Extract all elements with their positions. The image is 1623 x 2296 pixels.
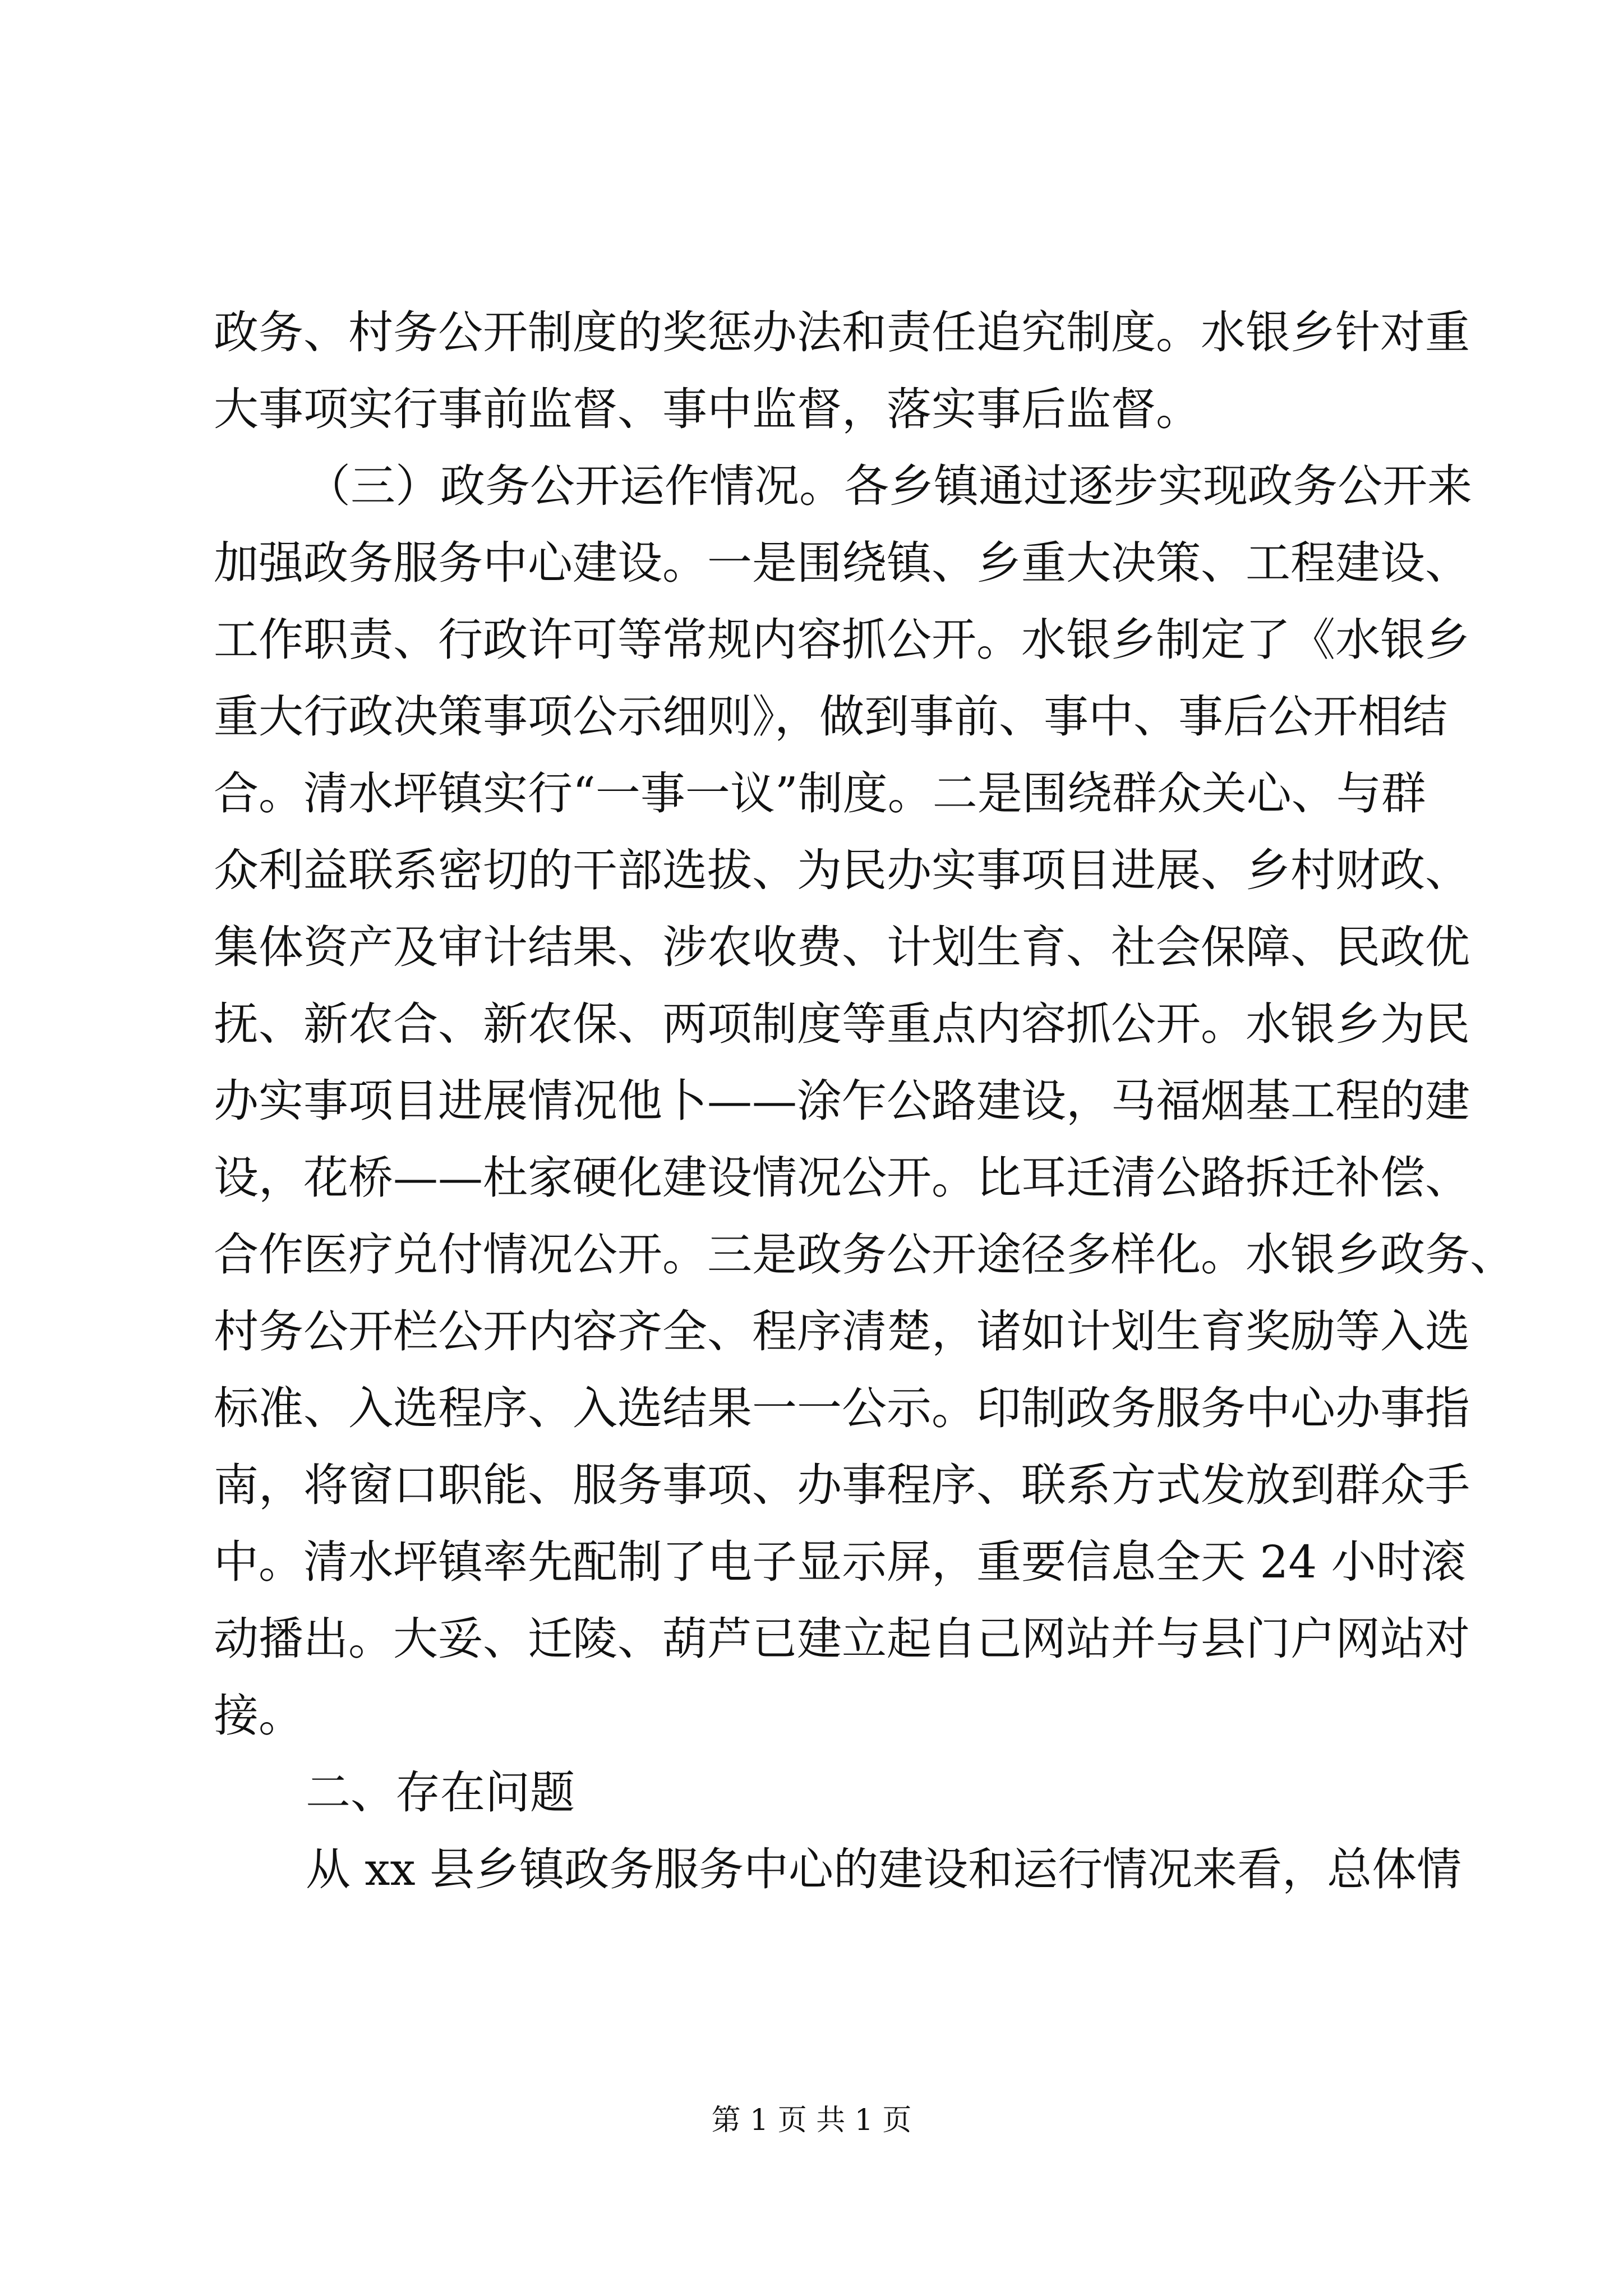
- text-line: 从 xx 县乡镇政务服务中心的建设和运行情况来看，总体情: [306, 1843, 1462, 1895]
- text-line: 加强政务服务中心建设。一是围绕镇、乡重大决策、工程建设、: [214, 537, 1470, 589]
- page-footer: 第 1 页 共 1 页: [711, 2104, 912, 2137]
- section-heading-line: 二、存在问题: [306, 1766, 575, 1819]
- text-line: 合。清水坪镇实行“一事一议”制度。二是围绕群众关心、与群: [214, 767, 1426, 820]
- text-line: 中。清水坪镇率先配制了电子显示屏，重要信息全天 24 小时滚: [214, 1536, 1466, 1588]
- text-line: 接。: [214, 1690, 303, 1742]
- text-line: 标准、入选程序、入选结果一一公示。印制政务服务中心办事指: [214, 1382, 1470, 1434]
- text-line: 村务公开栏公开内容齐全、程序清楚，诸如计划生育奖励等入选: [214, 1305, 1470, 1358]
- text-line: 大事项实行事前监督、事中监督，落实事后监督。: [214, 383, 1201, 435]
- text-line: 动播出。大妥、迁陵、葫芦已建立起自己网站并与县门户网站对: [214, 1613, 1470, 1665]
- text-line: 众利益联系密切的干部选拔、为民办实事项目进展、乡村财政、: [214, 844, 1470, 896]
- body-text: [214, 294, 1515, 1908]
- section-heading-line: （三）政务公开运作情况。各乡镇通过逐步实现政务公开来: [306, 460, 1472, 512]
- text-line: 政务、村务公开制度的奖惩办法和责任追究制度。水银乡针对重: [214, 306, 1470, 358]
- text-line: 设，花桥——杜家硬化建设情况公开。比耳迁清公路拆迁补偿、: [214, 1152, 1470, 1204]
- text-line: 重大行政决策事项公示细则》，做到事前、事中、事后公开相结: [214, 691, 1447, 743]
- text-line: 抚、新农合、新农保、两项制度等重点内容抓公开。水银乡为民: [214, 998, 1470, 1050]
- text-line: 合作医疗兑付情况公开。三是政务公开途径多样化。水银乡政务、: [214, 1228, 1515, 1281]
- text-line: 南，将窗口职能、服务事项、办事程序、联系方式发放到群众手: [214, 1459, 1470, 1511]
- text-line: 工作职责、行政许可等常规内容抓公开。水银乡制定了《水银乡: [214, 614, 1470, 666]
- text-line: 集体资产及审计结果、涉农收费、计划生育、社会保障、民政优: [214, 921, 1470, 973]
- text-line: 办实事项目进展情况他卜——涂乍公路建设，马福烟基工程的建: [214, 1075, 1470, 1127]
